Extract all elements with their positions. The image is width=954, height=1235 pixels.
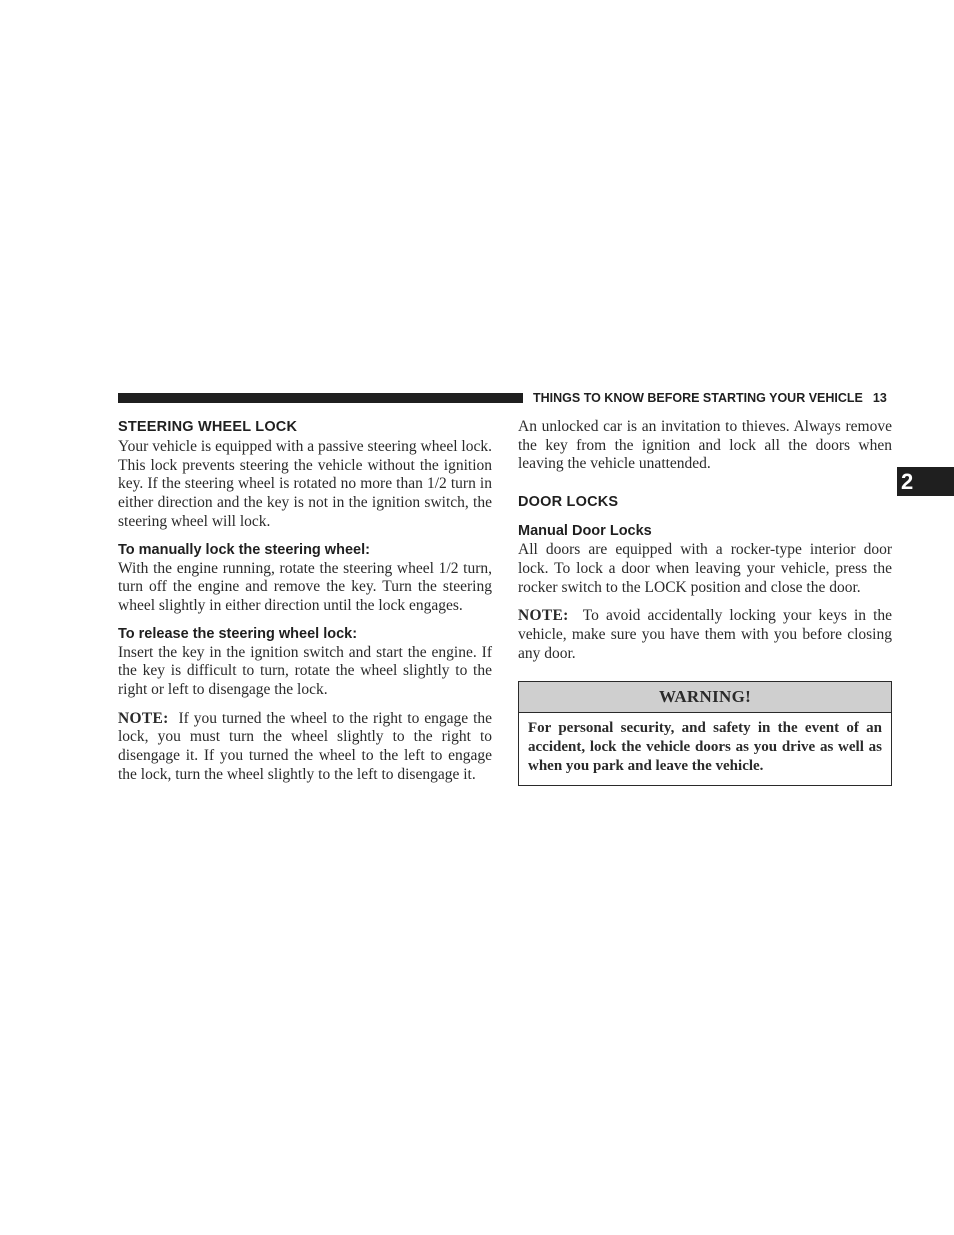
note-label: NOTE: xyxy=(118,709,169,727)
steering-note xyxy=(118,710,492,785)
note-text: To avoid accidentally locking your keys in the vehicle, make sure you have them with you before closing any door. xyxy=(518,607,893,662)
release-lock-heading: To release the steering wheel lock: xyxy=(118,625,358,642)
steering-wheel-lock-intro: Your vehicle is equipped with a passive steering wheel lock. This lock prevents steering the vehicle without the ignition key. If the steering wheel is rotated no more than 1/2 turn in either direction and the key is not in the ignition switch, the steering wheel will lock. xyxy=(118,438,492,530)
warning-title: WARNING! xyxy=(519,682,891,713)
manual-door-locks-text: All doors are equipped with a rocker-type interior door lock. To lock a door when leaving your vehicle, press the rocker switch to the LOCK position and close the door. xyxy=(518,541,892,596)
note-text: If you turned the wheel to the right to engage the lock, you must turn the wheel slightly to the right to disengage it. If you turned the wheel to the left to engage the lock, turn the wheel slightly to the left to disengage it. xyxy=(118,709,493,783)
steering-wheel-lock-heading: STEERING WHEEL LOCK xyxy=(118,419,298,435)
warning-box xyxy=(518,681,892,786)
unlocked-car-text: An unlocked car is an invitation to thieves. Always remove the key from the ignition and lock all the doors when leaving the vehicle unattended. xyxy=(518,418,892,473)
manual-lock-text: With the engine running, rotate the steering wheel 1/2 turn, turn off the engine and remove the key. Turn the steering wheel slightly in either direction until the lock engages. xyxy=(118,559,492,614)
page-number: 13 xyxy=(872,391,887,405)
header-rule xyxy=(118,393,523,403)
note-label: NOTE: xyxy=(518,607,569,625)
right-column xyxy=(518,418,892,786)
manual-door-locks-heading: Manual Door Locks xyxy=(518,523,652,540)
door-locks-heading: DOOR LOCKS xyxy=(518,494,619,511)
header-title: THINGS TO KNOW BEFORE STARTING YOUR VEHICLE xyxy=(533,391,863,405)
running-header xyxy=(533,390,892,406)
left-column xyxy=(118,418,492,785)
door-note xyxy=(518,607,892,663)
release-lock-text: Insert the key in the ignition switch and start the engine. If the key is difficult to turn, rotate the wheel slightly to the right or left to disengage the lock. xyxy=(118,643,492,699)
manual-lock-heading: To manually lock the steering wheel: xyxy=(118,541,370,558)
chapter-tab: 2 xyxy=(897,467,954,496)
warning-body: For personal security, and safety in the event of an accident, lock the vehicle doors as you drive as well as when you park and leave the vehicle. xyxy=(528,720,882,774)
